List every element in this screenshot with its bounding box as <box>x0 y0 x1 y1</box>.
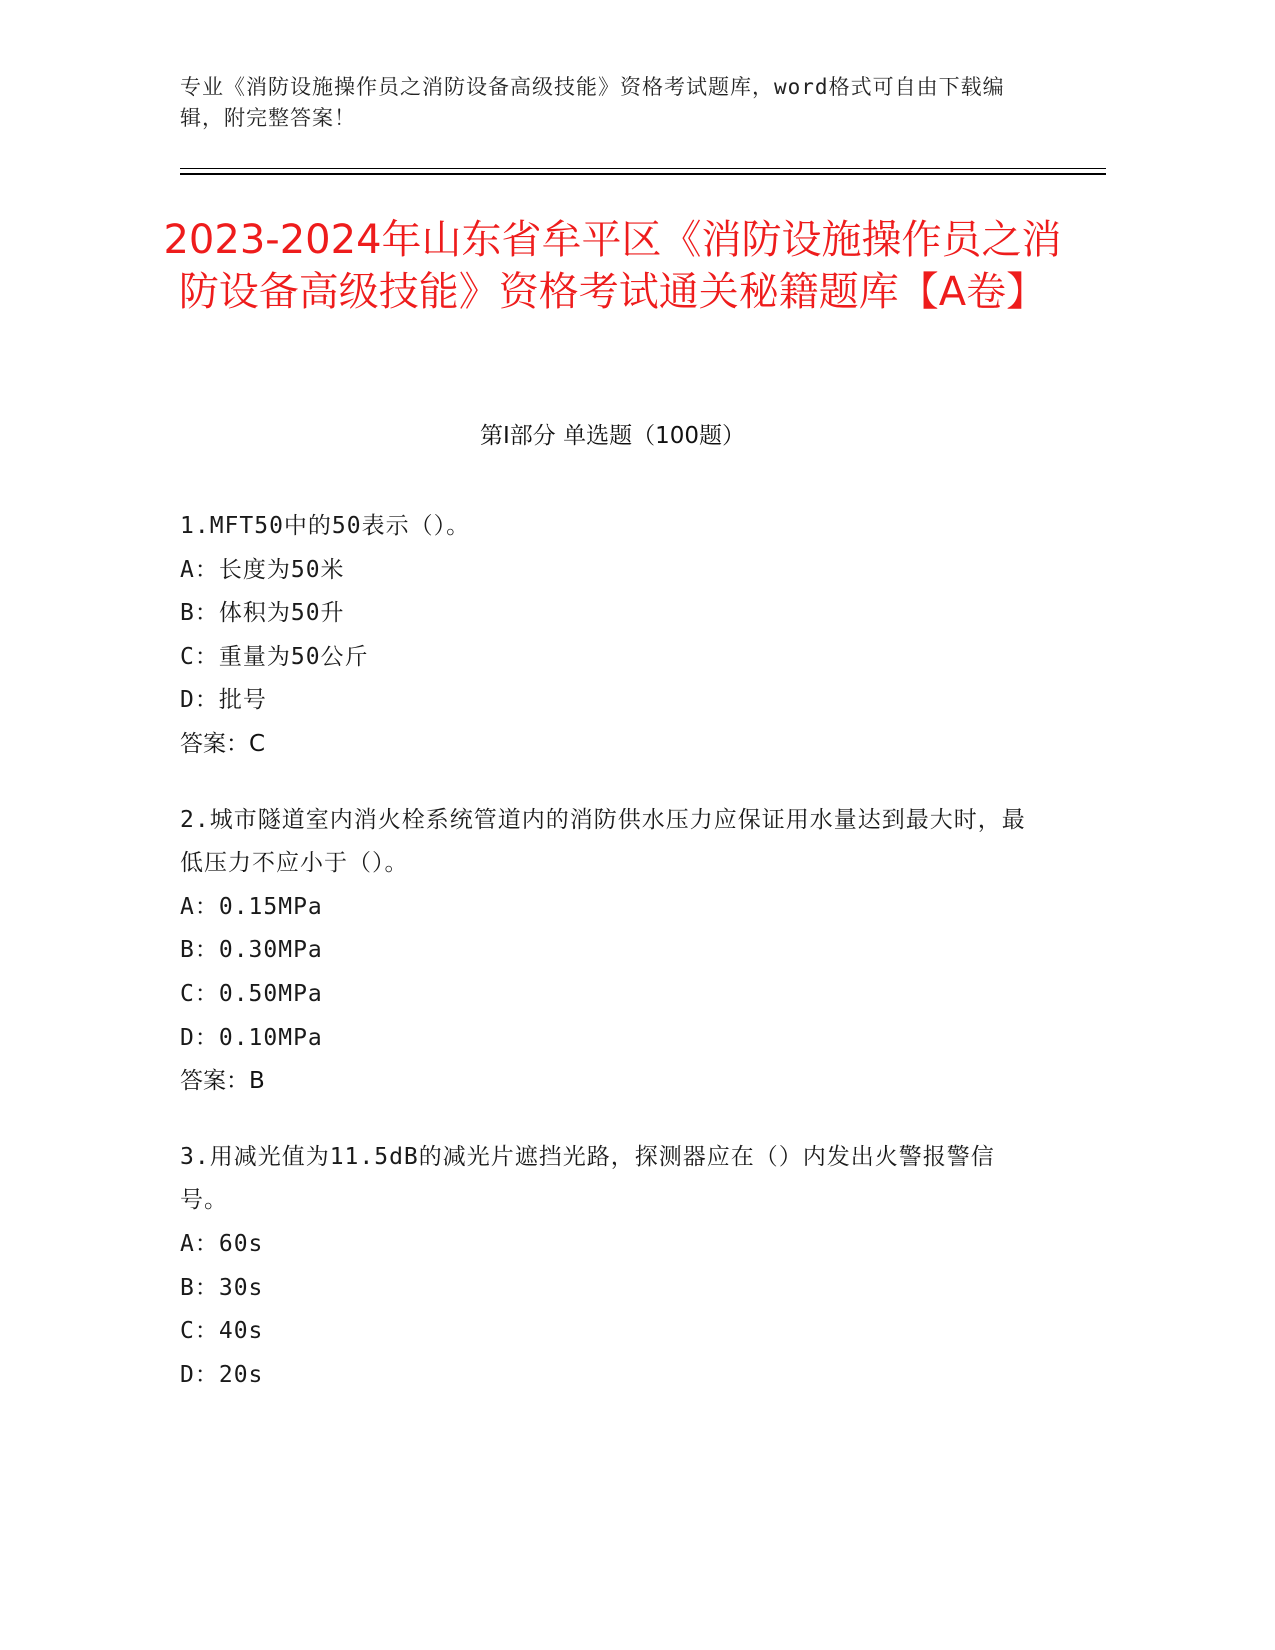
option-d: D：20s <box>180 1361 264 1388</box>
option-c: C：40s <box>180 1318 264 1345</box>
question-stem: 3.用减光值为11.5dB的减光片遮挡光路，探测器应在（）内发出火警报警信号。 <box>180 1143 995 1214</box>
header-divider-thick <box>180 173 1106 175</box>
question-list <box>180 505 1040 1429</box>
option-b: B：30s <box>180 1274 264 1301</box>
option-a: A：0.15MPa <box>180 893 323 920</box>
option-c: C：0.50MPa <box>180 980 323 1007</box>
answer: 答案：C <box>180 730 266 757</box>
question-1 <box>180 505 1040 767</box>
header-divider-thin <box>180 168 1106 169</box>
question-stem: 1.MFT50中的50表示（）。 <box>180 513 471 539</box>
question-2 <box>180 799 1040 1104</box>
question-stem: 2.城市隧道室内消火栓系统管道内的消防供水压力应保证用水量达到最大时，最低压力不应小于（）。 <box>180 806 1026 877</box>
section-heading: 第Ⅰ部分 单选题（100题） <box>480 423 745 449</box>
document-title: 2023-2024年山东省牟平区《消防设施操作员之消防设备高级技能》资格考试通关秘籍题库【A卷】 <box>163 217 1062 315</box>
option-d: D：0.10MPa <box>180 1024 323 1051</box>
question-3 <box>180 1136 1040 1398</box>
option-a: A：长度为50米 <box>180 556 345 583</box>
option-a: A：60s <box>180 1230 264 1257</box>
option-b: B：0.30MPa <box>180 937 323 964</box>
option-d: D：批号 <box>180 687 267 714</box>
answer: 答案：B <box>180 1068 265 1095</box>
header-note: 专业《消防设施操作员之消防设备高级技能》资格考试题库，word格式可自由下载编辑，附完整答案！ <box>180 75 1005 130</box>
option-b: B：体积为50升 <box>180 600 345 627</box>
option-c: C：重量为50公斤 <box>180 643 369 670</box>
